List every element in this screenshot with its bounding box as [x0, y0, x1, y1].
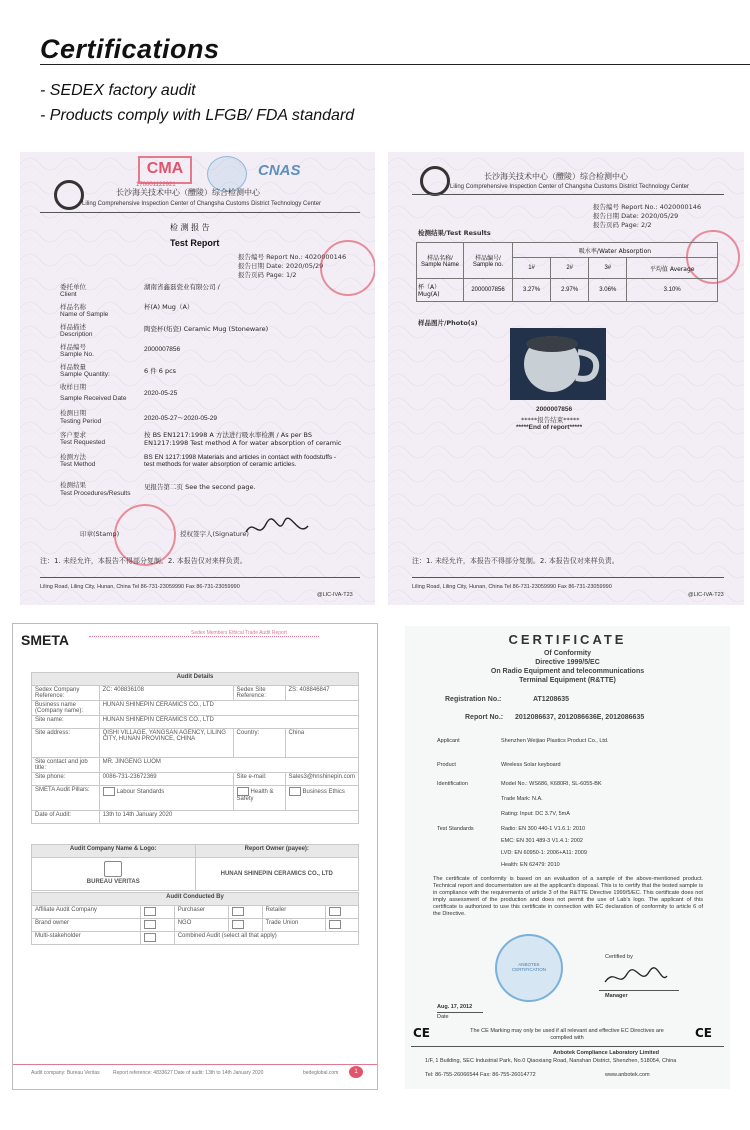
- th-3: 3#: [589, 258, 627, 279]
- ce-note: The CE Marking may only be used if all relevant and effective EC Directives are complied with: [470, 1028, 664, 1041]
- footer-rule: [412, 577, 724, 578]
- table-row: Date of Audit: 13th to 14th January 2020: [32, 811, 359, 824]
- th-sample-name: 样品名称/ Sample Name: [417, 243, 464, 279]
- audit-details-table: Audit Details Sedex Company Reference: ZC: 408836108 Sedex Site Reference: ZS: 408846847 Business name (Company name): HUNAN SHINEPIN CERAMICS CO., LTD Site name: HUNAN SHINEPIN CERAMICS CO., LTD Site address: QISHI VILLAGE, YANGSAN AGENCY, LILING CITY, HUNAN PROVINCE, CHINA Country: China Site contact and job title: MR. JINGENG LUOM Site phone: 0086-731-23672369 Site e-mail: Sales3@hnshinepin.com SMETA Audit Pillars: Labour Standards Health & Safety Business Ethics Date of Audit: 13th to 14th January 2020: [31, 672, 359, 824]
- certificate-body: The certificate of conformity is based on an evaluation of a sample of the above-mentioned product. Technical report and documentation are at the applicant's disposal. This is to certify that the tested sample is in compliance with the requirements of article 3 of the R&TTE Directive 1999/5/EC. This certificate does not imply assessment of the production and does not permit the use of Lab's logo. The applicant of this certificate is authorized to use this certificate in connection with EC declaration of conformity to article 6 of the Directive.: [433, 876, 703, 917]
- ilac-globe-icon: [207, 156, 247, 192]
- footer-right: bedeglobal.com: [303, 1070, 339, 1076]
- table-row: Site phone: 0086-731-23672369 Site e-mail: Sales3@hnshinepin.com: [32, 773, 359, 786]
- table-row: Multi-stakeholder Combined Audit (select all that apply): [32, 932, 359, 945]
- stamp-label: 印章(Stamp): [80, 530, 120, 538]
- photo-title: 样品图片/Photo(s): [418, 319, 478, 327]
- cert-sub3: On Radio Equipment and telecommunications: [490, 668, 645, 675]
- report-no: 报告编号 Report No.: 4020000146: [593, 203, 702, 211]
- footer-note: 注：1. 未经允许，本报告不得部分复制。2. 本报告仅对来样负责。: [40, 557, 247, 565]
- footer-rule: [411, 1046, 724, 1047]
- lab-address: 1/F, 1 Building, SEC Industrial Park, No.0 Qiaoxiang Road, Nanshan District, Shenzhen, 518054, China: [425, 1058, 677, 1064]
- bureau-veritas-logo-icon: [104, 861, 122, 877]
- footer-rule: [13, 1064, 377, 1065]
- header-line: [89, 636, 319, 642]
- ce-mark-right-icon: CE: [695, 1026, 713, 1040]
- th-1: 1#: [513, 258, 551, 279]
- title-underline: [40, 64, 750, 65]
- table-row: Business name (Company name): HUNAN SHINEPIN CERAMICS CO., LTD: [32, 701, 359, 716]
- table-row: Site address: QISHI VILLAGE, YANGSAN AGENCY, LILING CITY, HUNAN PROVINCE, CHINA Country: China: [32, 729, 359, 758]
- th-2: 2#: [551, 258, 589, 279]
- th-water-absorption: 吸水率/Water Absorption: [513, 243, 718, 258]
- table-row: 杯（A） Mug(A) 2000007856 3.27% 2.97% 3.06% 3.10%: [417, 279, 718, 302]
- lab-name-en: Liling Comprehensive Inspection Center of Changsha Customs District Technology Center: [450, 184, 690, 190]
- table-row: Affiliate Audit Company Purchaser Retailer: [32, 906, 359, 919]
- registration-label: Registration No.:: [445, 696, 502, 703]
- th-average: 平均值 Average: [627, 258, 718, 279]
- lab-name-en: Liling Comprehensive Inspection Center of Changsha Customs District Technology Center: [82, 201, 322, 207]
- report-no-value: 2012086637, 2012086636E, 2012086635: [515, 714, 645, 721]
- footer-rule: [40, 577, 360, 578]
- lab-logo-icon: [54, 180, 84, 210]
- form-code: @LIC-IVA-T23: [688, 592, 724, 598]
- table-row: SMETA Audit Pillars: Labour Standards Health & Safety Business Ethics: [32, 786, 359, 811]
- results-title: 检测结果/Test Results: [418, 229, 491, 237]
- registration-value: AT1208635: [533, 696, 570, 703]
- header-rule: [412, 194, 724, 195]
- lab-web: www.anbotek.com: [605, 1072, 650, 1078]
- doc-title-cn: 检 测 报 告: [170, 223, 210, 232]
- report-page: 报告页码 Page: 2/2: [593, 221, 652, 229]
- report-no-label: Report No.:: [465, 714, 504, 721]
- date-line: [437, 1012, 483, 1013]
- table-row: Brand owner NGO Trade Union: [32, 919, 359, 932]
- lab-logo-icon: [420, 166, 450, 196]
- report-page: 报告页码 Page: 1/2: [238, 271, 297, 279]
- signature-line: [599, 990, 679, 991]
- signature-icon: [242, 514, 312, 542]
- date-label: Date: [437, 1014, 449, 1020]
- signature-icon: [601, 966, 671, 990]
- lab-tel: Tel: 86-755-26066544 Fax: 86-755-26014772: [425, 1072, 536, 1078]
- photo-caption: 2000007856: [536, 406, 573, 413]
- red-stamp-icon: [320, 240, 375, 296]
- audit-conducted-table: Audit Conducted By Affiliate Audit Company Purchaser Retailer Brand owner NGO Trade Union Multi-stakeholder Combined Audit (select all that apply): [31, 892, 359, 945]
- signature-label: 授权签字人(Signature): [180, 530, 249, 538]
- footer-address: Liling Road, Liling City, Hunan, China Tel 86-731-23059990 Fax 86-731-23059990: [412, 584, 612, 590]
- cert-sub2: Directive 1999/5/EC: [535, 659, 600, 666]
- certificate-date: Aug. 17, 2012: [437, 1004, 473, 1010]
- bullet-sedex: - SEDEX factory audit: [40, 82, 196, 99]
- mug-photo: [510, 328, 606, 400]
- lab-name-cn: 长沙海关技术中心（醴陵）综合检测中心: [116, 188, 260, 197]
- end-of-report-cn: *****报告结束*****: [521, 416, 580, 424]
- page-number-badge: 1: [349, 1066, 363, 1078]
- certified-by-label: Certified by: [605, 954, 633, 960]
- test-report-page-2: [388, 152, 744, 605]
- cma-logo: CMA: [138, 156, 192, 184]
- ce-mark-left-icon: CE: [413, 1026, 431, 1040]
- end-of-report-en: *****End of report*****: [516, 424, 583, 431]
- cma-number: 170001122921: [136, 182, 176, 188]
- certificate-title: CERTIFICATE: [508, 632, 627, 647]
- table-row: Site contact and job title: MR. JINGENG LUOM: [32, 758, 359, 773]
- cnas-logo: CNAS: [258, 162, 301, 179]
- report-no: 报告编号 Report No.: 4020000146: [238, 253, 347, 261]
- signer-title: Manager: [605, 993, 628, 999]
- page-title: Certifications: [40, 34, 220, 64]
- smeta-subtitle: Sedex Members Ethical Trade Audit Report: [191, 630, 287, 636]
- footer-mid: Report reference: 4833627 Date of audit: 13th to 14th January 2020: [113, 1070, 264, 1076]
- bullet-lfgb-fda: - Products comply with LFGB/ FDA standard: [40, 107, 355, 124]
- th-sample-no: 样品编号/ Sample no.: [464, 243, 513, 279]
- footer-note: 注：1. 未经允许，本报告不得部分复制。2. 本报告仅对来样负责。: [412, 557, 619, 565]
- cert-sub1: Of Conformity: [543, 650, 592, 657]
- footer-address: Liling Road, Liling City, Hunan, China Tel 86-731-23059990 Fax 86-731-23059990: [40, 584, 240, 590]
- anbotek-seal-icon: ANBOTEK CERTIFICATION: [495, 934, 563, 1002]
- lab-name: Anbotek Compliance Laboratory Limited: [553, 1050, 660, 1056]
- doc-title-en: Test Report: [170, 238, 220, 248]
- test-report-page-1: CMA 170001122921 CNAS 长沙海关技术中心（醴陵）综合检测中心 Liling Comprehensive Inspection Center of Changsha Customs District Technology Center 检 测 报 告 Test Report 报告编号 Report No.: 4020000146 报告日期 Date: 2020/05/29 报告页码 Page: 1/2 委托单位 Client 湖南省鑫磊瓷业有限公司 / 样品名称 Name of Sample 杯(A) Mug（A） 样品描述 Description 陶瓷杯(炻瓷) Ceramic Mug (Stoneware) 样品编号 Sample No. 2000007856 样品数量 Sample Quantity: 6 件 6 pcs 收样日期 Sample Received Date 2020-05-25 检测日期 Testing Period 2020-05-27～2020-05-29 客户要求 Test Requested 按 BS EN1217:1998 A 方法进行吸水率检测 / As per BS EN1217:1998 Test method A for water absorption of ceramic 检测方法 Test Method BS EN 1217:1998 Materials and articles in contact with foodstuffs - test methods for water absorption of ceramic articles. 检测结果 Test Procedures/Results 见报告第二页 See the second page. 印章(Stamp) 授权签字人(Signature) 注：1. 未经允许，本报告不得部分复制。2. 本报告仅对来样负责。 Liling Road, Liling City, Hunan, China Tel 86-731-23059990 Fax 86-731-23059990 @LIC-IVA-T23: [20, 152, 375, 605]
- table-row: Site name: HUNAN SHINEPIN CERAMICS CO., LTD: [32, 716, 359, 729]
- report-date: 报告日期 Date: 2020/05/29: [593, 212, 679, 220]
- smeta-logo: SMETA: [21, 632, 69, 648]
- lab-name-cn: 长沙海关技术中心（醴陵）综合检测中心: [484, 172, 628, 181]
- audit-company-table: Audit Company Name & Logo: Report Owner (payee): BUREAU VERITAS HUNAN SHINEPIN CERAMICS CO., LTD: [31, 844, 359, 891]
- report-date: 报告日期 Date: 2020/05/29: [238, 262, 324, 270]
- ce-certificate: CERTIFICATE Of Conformity Directive 1999/5/EC On Radio Equipment and telecommunications Terminal Equipment (R&TTE) Registration No.: AT1208635 Report No.: 2012086637, 2012086636E, 2012086635 Applicant Shenzhen Weijiao Plastics Product Co., Ltd. Product Wireless Solar keyboard Identification Model No.: WS686, K680RI, SL-6055-BK Trade Mark: N.A. Rating: Input: DC 3.7V, 5mA Test Standards Radio: EN 300 440-1 V1.6.1: 2010 EMC: EN 301 489-3 V1.4.1: 2002 LVD: EN 60950-1: 2006+A11: 2009 Health: EN 62479: 2010 The certificate of conformity is based on an evaluation of a sample of the above-mentioned product. Technical report and documentation are at the applicant's disposal. This is to certify that the tested sample is in compliance with the requirements of article 3 of the R&TTE Directive 1999/5/EC. This certificate does not imply assessment of the production and does not permit the use of Lab's logo. The applicant of this certificate is authorized to use this certificate in connection with EC declaration of conformity to article 6 of the Directive. ANBOTEK CERTIFICATION Certified by Manager Aug. 17, 2012 Date CE The CE Marking may only be used if all relevant and effective EC Directives are complied with CE Anbotek Compliance Laboratory Limited 1/F, 1 Building, SEC Industrial Park, No.0 Qiaoxiang Road, Nanshan District, Shenzhen, 518054, China Tel: 86-755-26066544 Fax: 86-755-26014772 www.anbotek.com: [405, 626, 730, 1089]
- table-row: Sedex Company Reference: ZC: 408836108 Sedex Site Reference: ZS: 408846847: [32, 686, 359, 701]
- form-code: @LIC-IVA-T23: [317, 592, 353, 598]
- header-rule: [40, 212, 360, 213]
- footer-left: Audit company: Bureau Veritas: [31, 1070, 100, 1076]
- smeta-audit-report: [12, 623, 378, 1090]
- cert-sub4: Terminal Equipment (R&TTE): [519, 677, 616, 684]
- results-table: [416, 242, 718, 302]
